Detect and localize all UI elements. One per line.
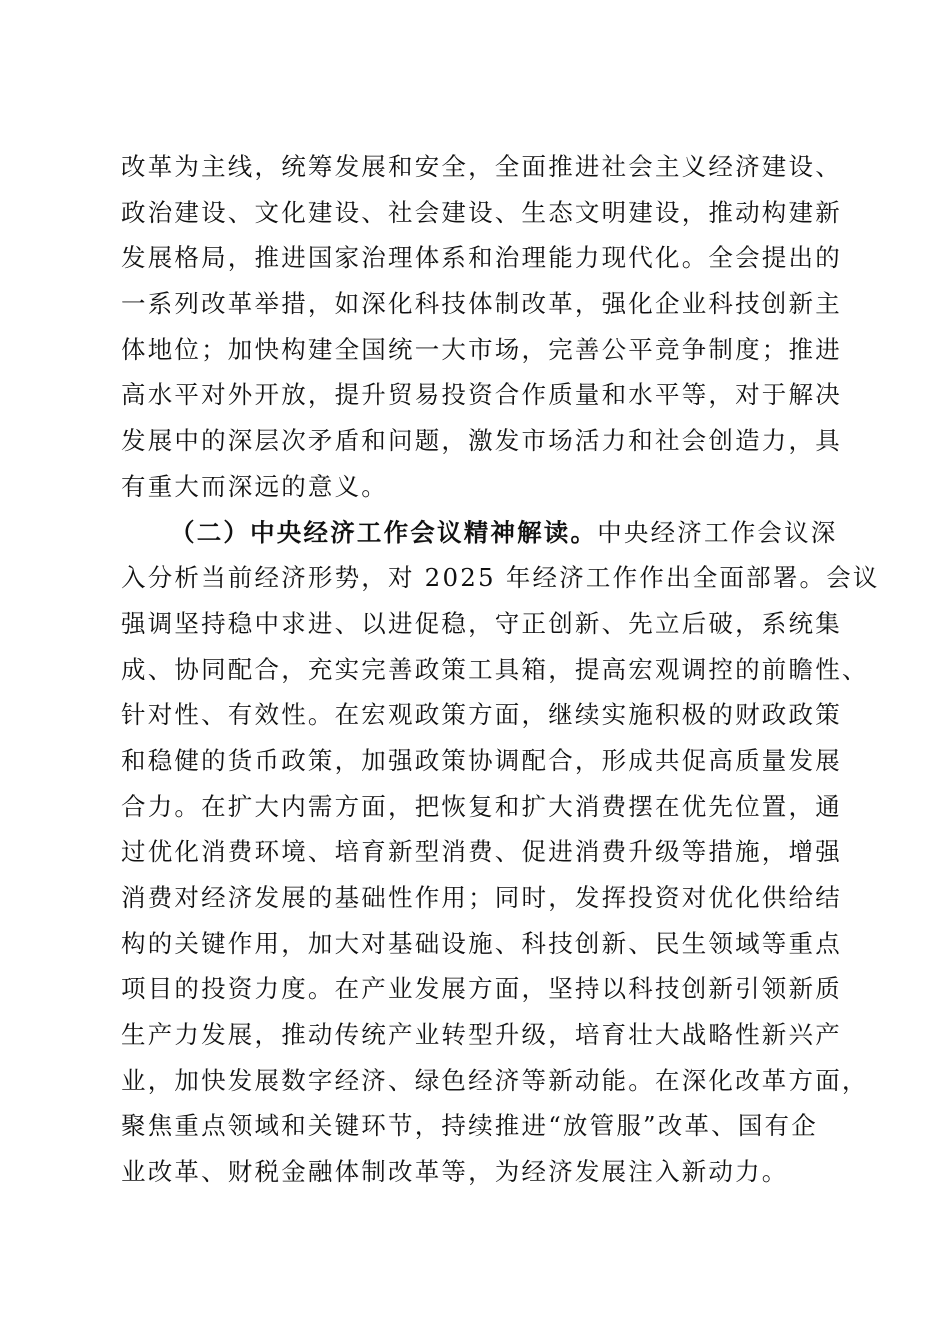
text-line: 改革为主线，统筹发展和安全，全面推进社会主义经济建设、: [121, 152, 842, 181]
body-text: [121, 144, 880, 1195]
text-line: 生产力发展，推动传统产业转型升级，培育壮大战略性新兴产: [121, 1020, 842, 1050]
text-line: 消费对经济发展的基础性作用；同时，发挥投资对优化供给结: [121, 883, 842, 912]
text-line: 构的关键作用，加大对基础设施、科技创新、民生领域等重点: [121, 928, 842, 958]
text-line: 一系列改革举措，如深化科技体制改革，强化企业科技创新主: [121, 289, 842, 319]
text-line: 合力。在扩大内需方面，把恢复和扩大消费摆在优先位置，通: [121, 791, 842, 821]
section-heading: （二）中央经济工作会议精神解读。: [170, 517, 598, 547]
text-line: 聚焦重点领域和关键环节，持续推进“放管服”改革、国有企: [121, 1111, 818, 1141]
text-line: 针对性、有效性。在宏观政策方面，继续实施积极的财政政策: [121, 700, 842, 730]
text-line: 体地位；加快构建全国统一大市场，完善公平竞争制度；推进: [121, 334, 842, 364]
text-line: 有重大而深远的意义。: [121, 471, 388, 501]
text-line: 发展格局，推进国家治理体系和治理能力现代化。全会提出的: [121, 243, 842, 273]
text-line: 发展中的深层次矛盾和问题，激发市场活力和社会创造力，具: [121, 426, 842, 456]
text-line: 项目的投资力度。在产业发展方面，坚持以科技创新引领新质: [121, 974, 842, 1004]
text-line: 和稳健的货币政策，加强政策协调配合，形成共促高质量发展: [121, 745, 842, 775]
text-line-rest: 中央经济工作会议深: [597, 517, 838, 547]
text-line: 强调坚持稳中求进、以进促稳，守正创新、先立后破，系统集: [121, 608, 842, 638]
section-heading-line: [121, 510, 838, 556]
text-line: 入分析当前经济形势，对 2025 年经济工作作出全面部署。会议: [121, 563, 880, 593]
text-line: 高水平对外开放，提升贸易投资合作质量和水平等，对于解决: [121, 380, 842, 410]
text-line: 业改革、财税金融体制改革等，为经济发展注入新动力。: [121, 1157, 789, 1187]
text-line: 过优化消费环境、培育新型消费、促进消费升级等措施，增强: [121, 837, 842, 867]
text-line: 业，加快发展数字经济、绿色经济等新动能。在深化改革方面，: [121, 1065, 869, 1095]
text-line: 政治建设、文化建设、社会建设、生态文明建设，推动构建新: [121, 197, 842, 227]
text-line: 成、协同配合，充实完善政策工具箱，提高宏观调控的前瞻性、: [121, 654, 869, 684]
